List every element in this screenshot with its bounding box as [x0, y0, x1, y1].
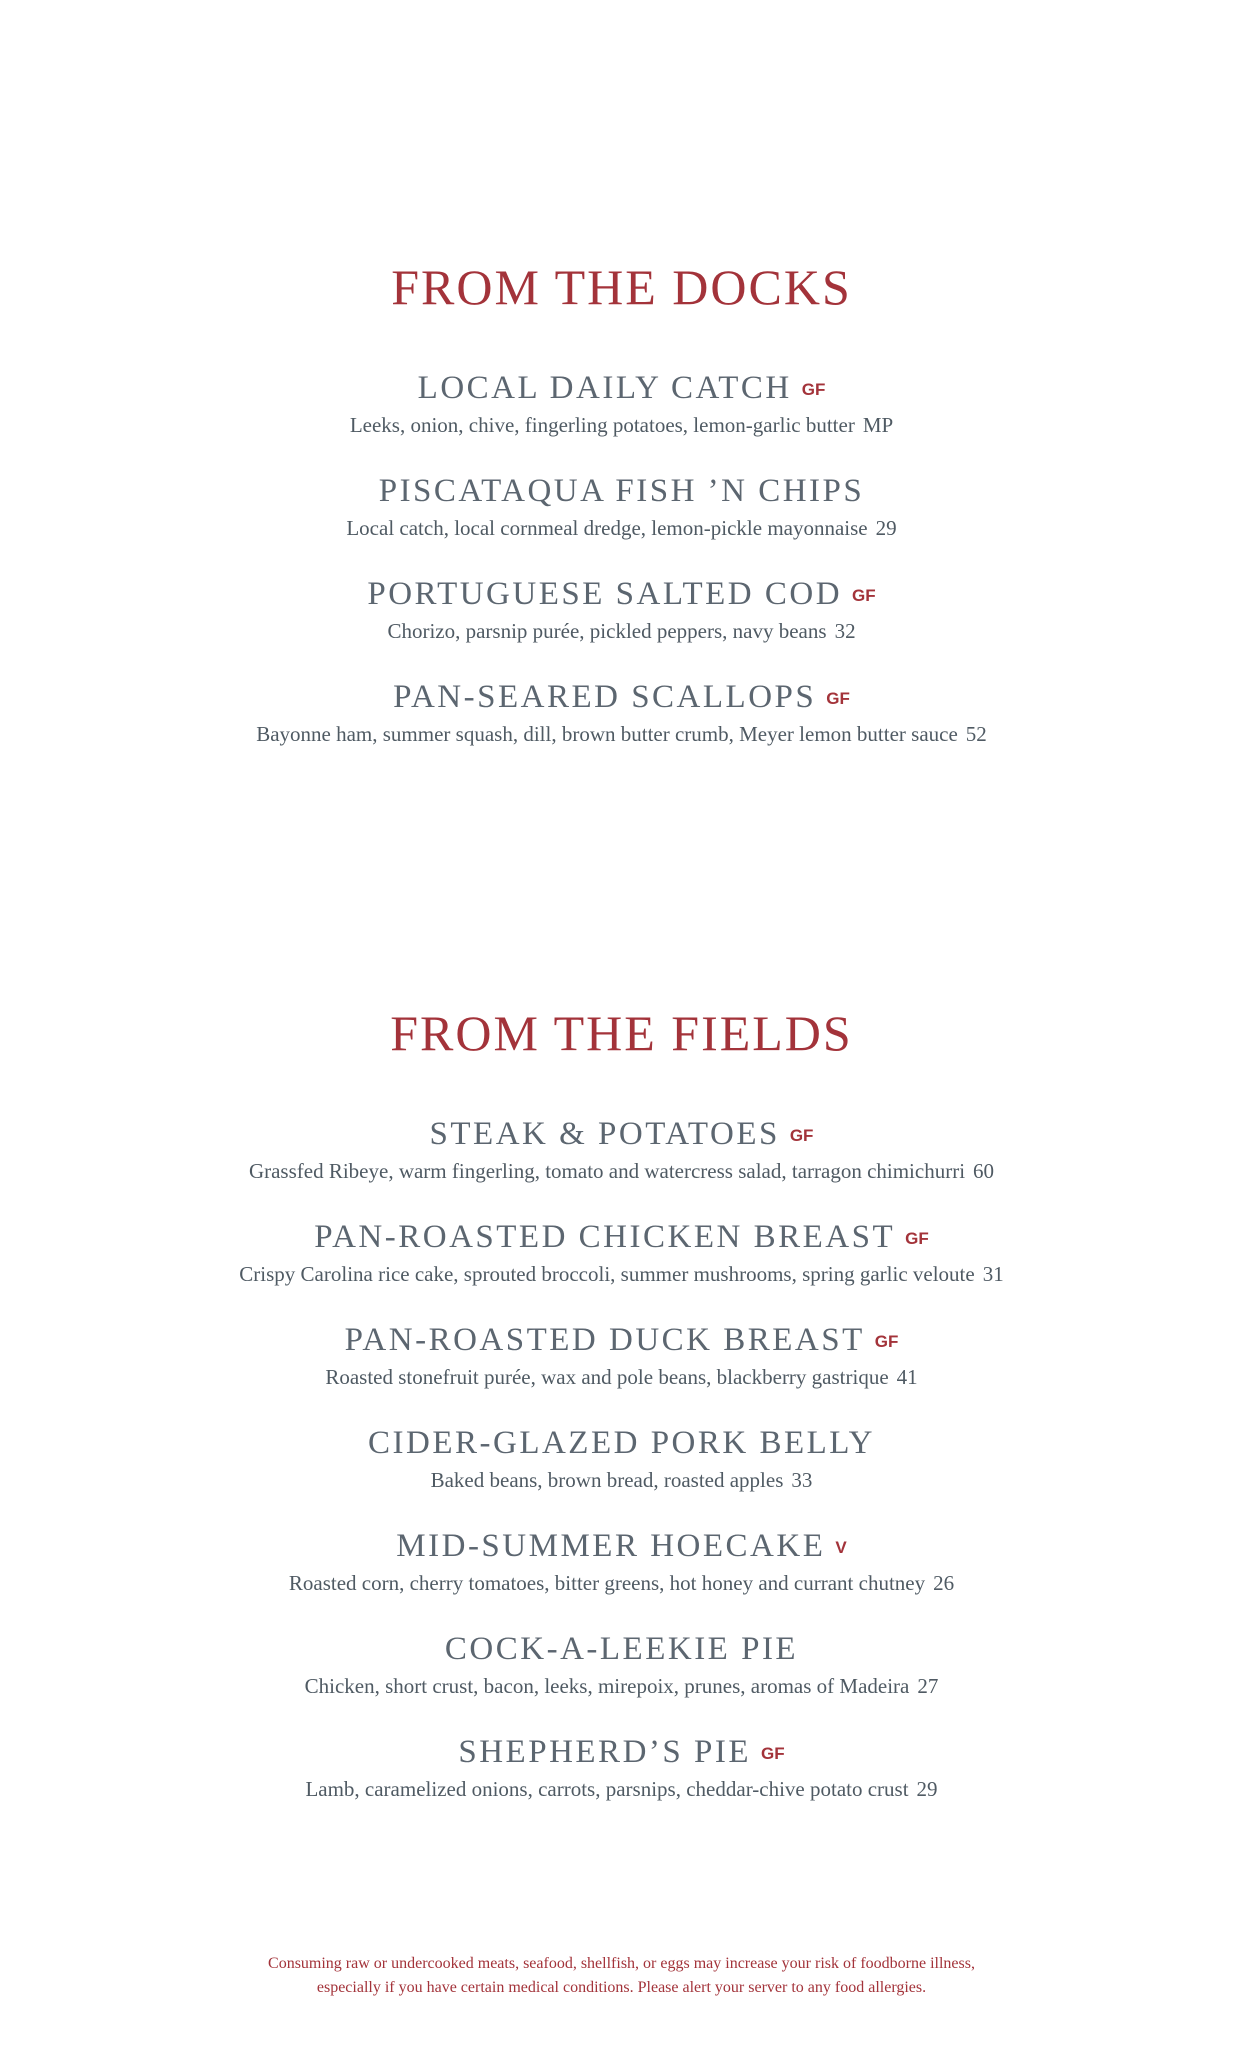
menu-item	[0, 1324, 1243, 1388]
menu-item	[0, 1427, 1243, 1491]
item-description: Roasted stonefruit purée, wax and pole beans, blackberry gastrique 41	[325, 1365, 918, 1389]
menu-item	[0, 1530, 1243, 1594]
menu-item	[0, 475, 1243, 539]
item-name: CIDER-GLAZED PORK BELLY	[368, 1425, 875, 1461]
item-name: MID-SUMMER HOECAKE V	[396, 1528, 847, 1564]
menu-item	[0, 372, 1243, 436]
item-name: SHEPHERD’S PIE GF	[458, 1734, 785, 1770]
item-price: 26	[933, 1571, 955, 1595]
menu-item	[0, 1633, 1243, 1697]
menu-item	[0, 1736, 1243, 1800]
menu-item	[0, 681, 1243, 745]
item-price: 52	[965, 722, 987, 746]
item-price: MP	[862, 413, 894, 437]
item-price: 33	[791, 1468, 813, 1492]
item-price: 29	[916, 1777, 938, 1801]
allergy-disclaimer	[0, 1952, 1243, 2000]
gluten-free-badge: GF	[801, 380, 826, 399]
item-price: 32	[834, 619, 856, 643]
item-description: Chorizo, parsnip purée, pickled peppers, navy beans 32	[387, 619, 856, 643]
item-name: PAN-SEARED SCALLOPS GF	[393, 679, 850, 715]
gluten-free-badge: GF	[789, 1126, 814, 1145]
item-description: Leeks, onion, chive, fingerling potatoes, lemon-garlic butter MP	[349, 413, 894, 437]
disclaimer-line-1: Consuming raw or undercooked meats, seafood, shellfish, or eggs may increase your risk of foodborne illness,	[268, 1955, 975, 1972]
item-name: PORTUGUESE SALTED COD GF	[367, 576, 876, 612]
menu-item	[0, 578, 1243, 642]
gluten-free-badge: GF	[761, 1744, 785, 1763]
item-description: Baked beans, brown bread, roasted apples 33	[430, 1468, 813, 1492]
item-name: LOCAL DAILY CATCH GF	[417, 370, 826, 406]
gluten-free-badge: GF	[874, 1332, 899, 1351]
item-description: Local catch, local cornmeal dredge, lemon-pickle mayonnaise 29	[346, 516, 897, 540]
menu-item	[0, 1118, 1243, 1182]
item-name: PAN-ROASTED CHICKEN BREAST GF	[314, 1219, 929, 1255]
item-name: PISCATAQUA FISH ’N CHIPS	[378, 473, 865, 509]
item-description: Chicken, short crust, bacon, leeks, mirepoix, prunes, aromas of Madeira 27	[304, 1674, 939, 1698]
disclaimer-line-2: especially if you have certain medical conditions. Please alert your server to any food allergies.	[316, 1979, 927, 1996]
section-title-fields: FROM THE FIELDS	[390, 1005, 853, 1061]
gluten-free-badge: GF	[852, 586, 876, 605]
gluten-free-badge: GF	[826, 689, 850, 708]
item-price: 41	[896, 1365, 918, 1389]
item-name: PAN-ROASTED DUCK BREAST GF	[344, 1322, 899, 1358]
item-name: COCK-A-LEEKIE PIE	[444, 1631, 799, 1667]
item-name: STEAK & POTATOES GF	[429, 1116, 814, 1152]
item-price: 60	[973, 1159, 995, 1183]
item-description: Grassfed Ribeye, warm fingerling, tomato and watercress salad, tarragon chimichurri 60	[248, 1159, 995, 1183]
menu-item	[0, 1221, 1243, 1285]
item-price: 27	[917, 1674, 939, 1698]
item-price: 31	[982, 1262, 1004, 1286]
vegetarian-badge: V	[835, 1538, 847, 1557]
item-description: Crispy Carolina rice cake, sprouted broccoli, summer mushrooms, spring garlic veloute 31	[239, 1262, 1004, 1286]
item-price: 29	[875, 516, 897, 540]
gluten-free-badge: GF	[905, 1229, 929, 1248]
item-description: Roasted corn, cherry tomatoes, bitter greens, hot honey and currant chutney 26	[288, 1571, 955, 1595]
section-title-docks: FROM THE DOCKS	[391, 259, 852, 315]
item-description: Bayonne ham, summer squash, dill, brown butter crumb, Meyer lemon butter sauce 52	[256, 722, 987, 746]
item-description: Lamb, caramelized onions, carrots, parsnips, cheddar-chive potato crust 29	[305, 1777, 938, 1801]
